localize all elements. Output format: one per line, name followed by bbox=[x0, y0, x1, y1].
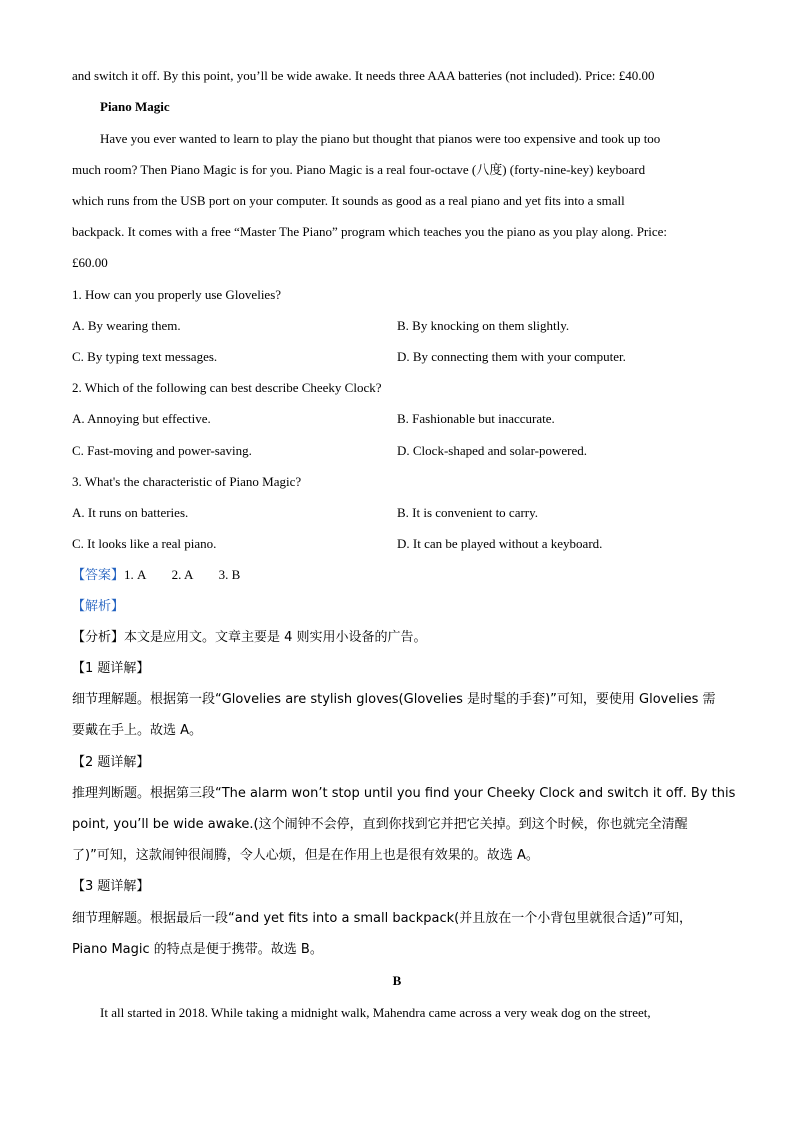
answer-label: 【答案】 bbox=[72, 568, 125, 583]
option-d: D. It can be played without a keyboard. bbox=[397, 536, 603, 551]
summary-label: 【分析】 bbox=[72, 630, 125, 645]
option-d: D. By connecting them with your computer. bbox=[397, 349, 626, 364]
question-stem: 3. What's the characteristic of Piano Magic? bbox=[72, 474, 302, 489]
passage-line: Have you ever wanted to learn to play the piano but thought that pianos were too expensive and took up too bbox=[100, 131, 661, 146]
passage-line: backpack. It comes with a free “Master The Piano” program which teaches you the piano as you play along. Price: bbox=[72, 224, 668, 239]
section-heading: Piano Magic bbox=[100, 99, 170, 114]
option-c: C. It looks like a real piano. bbox=[72, 536, 217, 551]
option-c: C. By typing text messages. bbox=[72, 349, 218, 364]
passage-line: £60.00 bbox=[72, 255, 108, 270]
q1-detail-label: 【1 题详解】 bbox=[72, 661, 150, 676]
analysis-line: 细节理解题。根据最后一段“and yet fits into a small backpack(并且放在一个小背包里就很合适)”可知， bbox=[72, 911, 692, 926]
option-d: D. Clock-shaped and solar-powered. bbox=[397, 443, 587, 458]
summary-line bbox=[72, 629, 427, 647]
analysis-line: point, you’ll be wide awake.(这个闹钟不会停，直到你找到它并把它关掉。到这个时候，你也就完全清醒 bbox=[72, 817, 688, 832]
passage-line: which runs from the USB port on your computer. It sounds as good as a real piano and yet fits into a small bbox=[72, 193, 625, 208]
analysis-line: 推理判断题。根据第三段“The alarm won’t stop until you find your Cheeky Clock and switch it off. By this bbox=[72, 786, 736, 801]
answer-line bbox=[72, 566, 240, 585]
q3-detail-label: 【3 题详解】 bbox=[72, 879, 150, 894]
passage-line: It all started in 2018. While taking a midnight walk, Mahendra came across a very weak dog on the street, bbox=[100, 1005, 651, 1020]
option-a: A. Annoying but effective. bbox=[72, 411, 211, 426]
analysis-line: 细节理解题。根据第一段“Glovelies are stylish gloves(Glovelies 是时髦的手套)”可知，要使用 Glovelies 需 bbox=[72, 692, 716, 707]
question-stem: 1. How can you properly use Glovelies? bbox=[72, 287, 282, 302]
option-b: B. Fashionable but inaccurate. bbox=[397, 411, 555, 426]
analysis-line: Piano Magic 的特点是便于携带。故选 B。 bbox=[72, 942, 323, 957]
analysis-line: 了)”可知，这款闹钟很闹腾，令人心烦，但是在作用上也是很有效果的。故选 A。 bbox=[72, 848, 539, 863]
option-b: B. By knocking on them slightly. bbox=[397, 318, 570, 333]
option-c: C. Fast-moving and power-saving. bbox=[72, 443, 252, 458]
passage-line: much room? Then Piano Magic is for you. Piano Magic is a real four-octave (八度) (forty-nine-key) keyboard bbox=[72, 162, 646, 177]
section-b-title: B bbox=[392, 973, 402, 988]
answer-values: 1. A 2. A 3. B bbox=[124, 567, 241, 582]
analysis-line: 要戴在手上。故选 A。 bbox=[72, 723, 203, 738]
question-stem: 2. Which of the following can best describe Cheeky Clock? bbox=[72, 380, 382, 395]
option-b: B. It is convenient to carry. bbox=[397, 505, 539, 520]
q2-detail-label: 【2 题详解】 bbox=[72, 755, 150, 770]
summary-text: 本文是应用文。文章主要是 4 则实用小设备的广告。 bbox=[124, 630, 427, 645]
passage-line: and switch it off. By this point, you’ll be wide awake. It needs three AAA batteries (not included). Price: £40.00 bbox=[72, 68, 655, 83]
option-a: A. By wearing them. bbox=[72, 318, 181, 333]
option-a: A. It runs on batteries. bbox=[72, 505, 189, 520]
analysis-label: 【解析】 bbox=[72, 599, 125, 614]
